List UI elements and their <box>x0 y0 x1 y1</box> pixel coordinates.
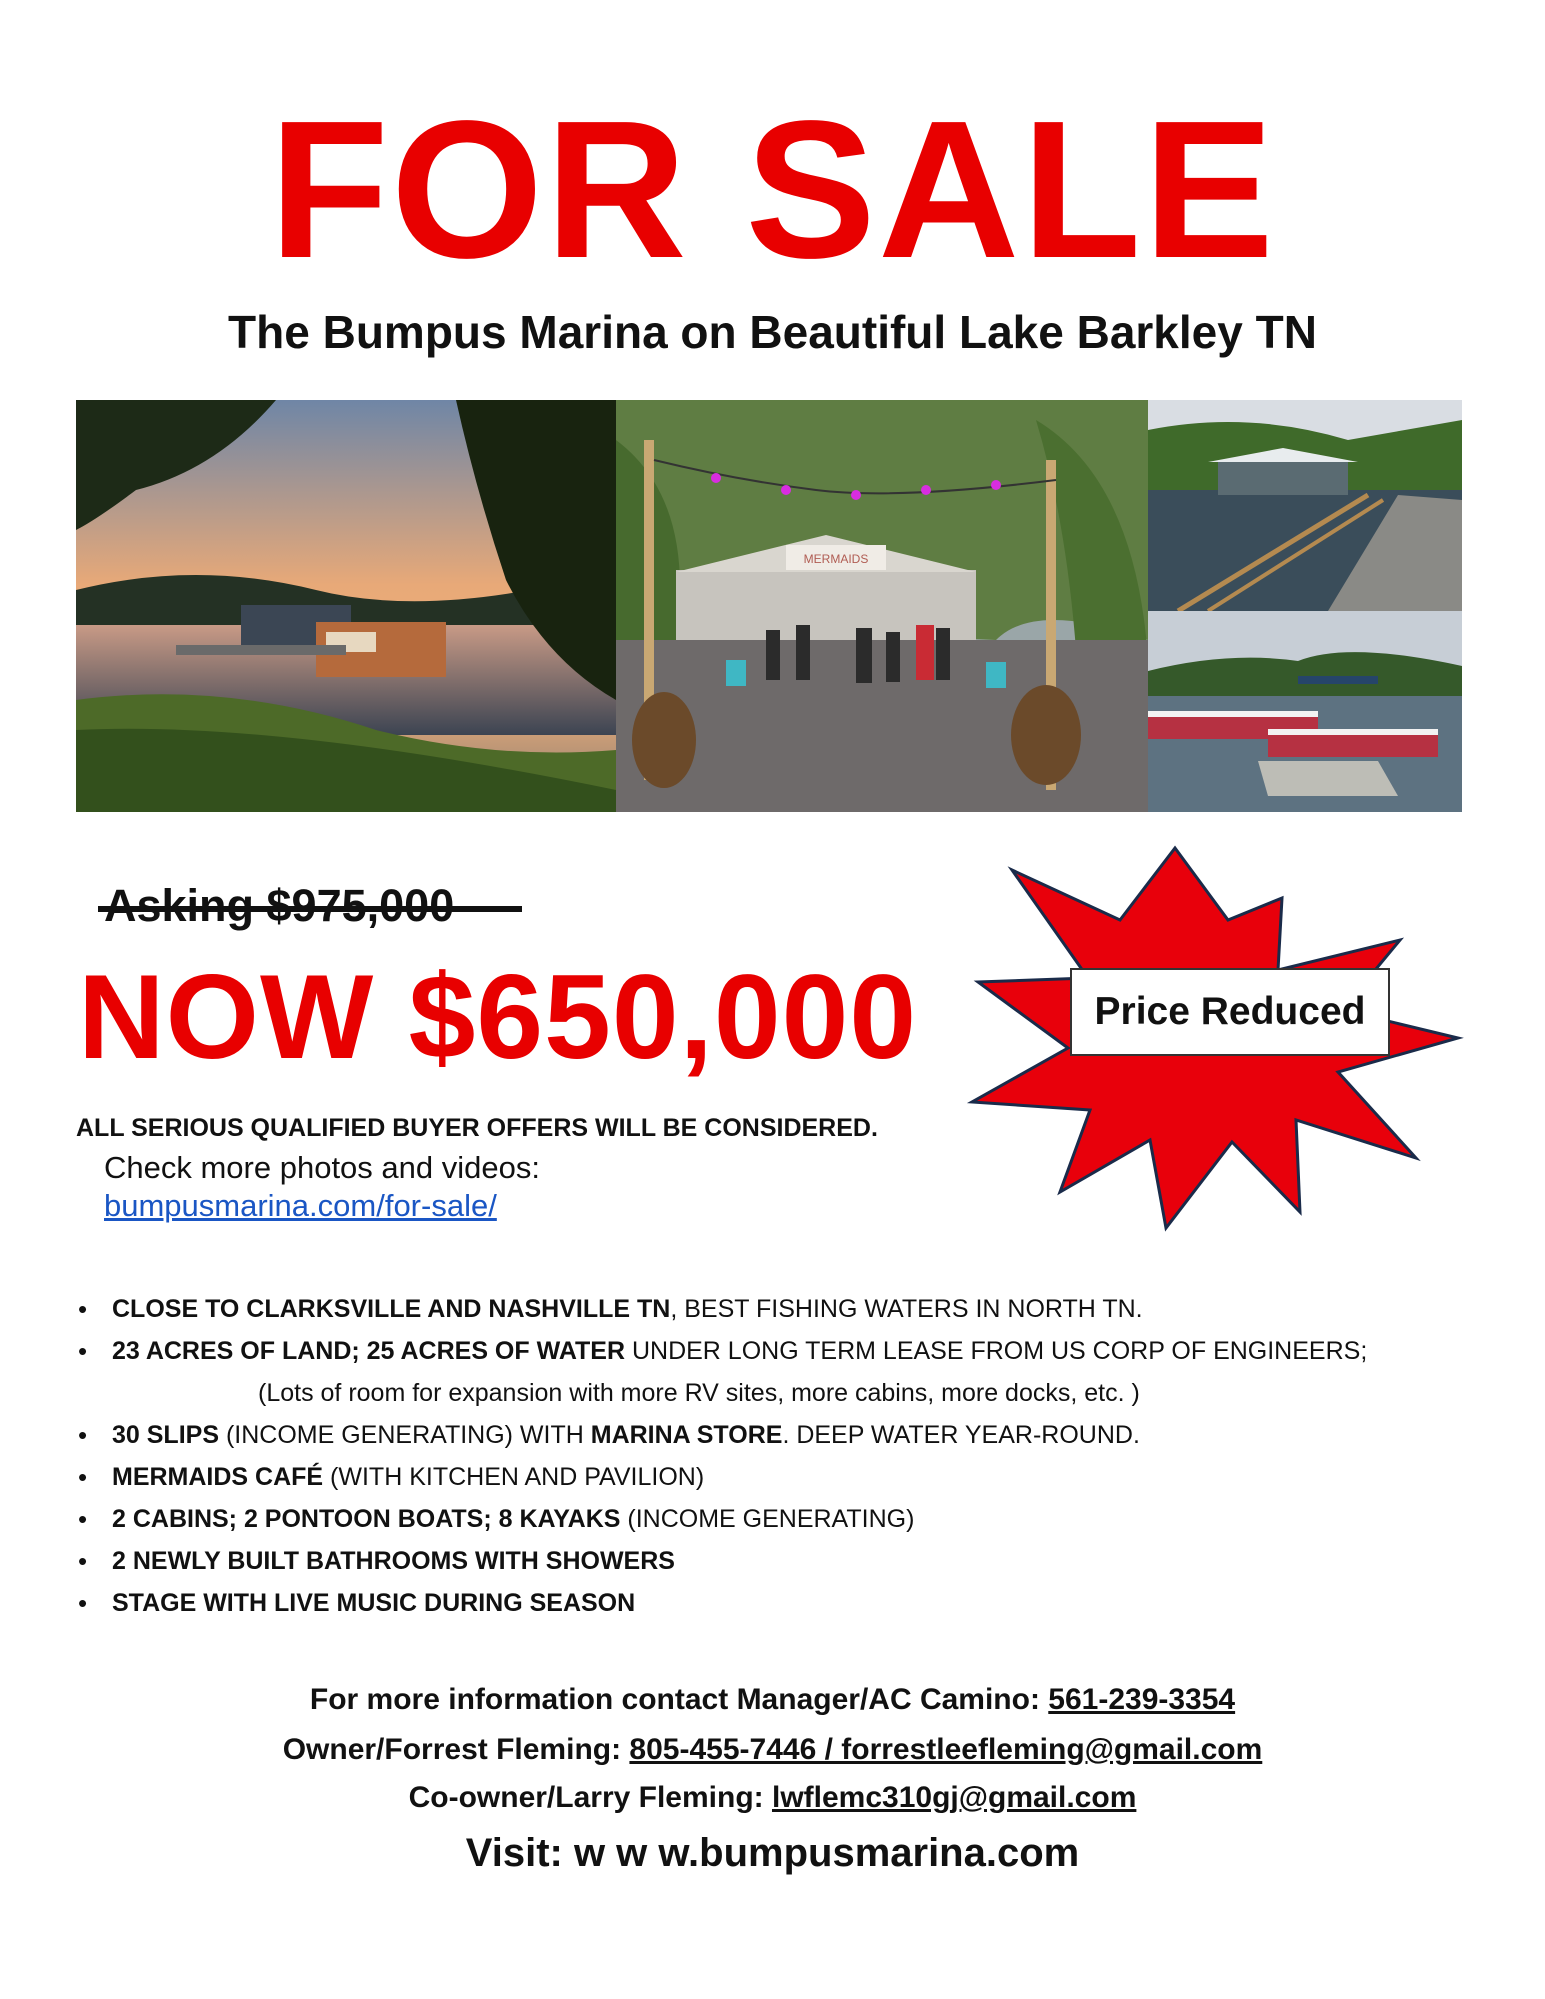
feature-item: • 23 ACRES OF LAND; 25 ACRES OF WATER UNDER LONG TERM LEASE FROM US CORP OF ENGINEERS; <box>78 1330 1498 1372</box>
offers-note: ALL SERIOUS QUALIFIED BUYER OFFERS WILL BE CONSIDERED. <box>76 1114 878 1142</box>
pontoon-photo <box>1148 611 1462 812</box>
feature-item: • 2 CABINS; 2 PONTOON BOATS; 8 KAYAKS (INCOME GENERATING) <box>78 1498 1498 1540</box>
coowner-email[interactable]: lwflemc310gj@gmail.com <box>771 1781 1137 1814</box>
new-price: NOW $650,000 <box>78 950 918 1084</box>
feature-item: • 2 NEWLY BUILT BATHROOMS WITH SHOWERS <box>78 1540 1498 1582</box>
manager-contact: For more information contact Manager/AC Camino: 561-239-3354 <box>309 1683 1236 1716</box>
pavilion-photo <box>616 400 1148 812</box>
owner-contact: Owner/Forrest Fleming: 805-455-7446 / forrestleefleming@gmail.com <box>282 1733 1263 1766</box>
owner-phone-email[interactable]: 805-455-7446 / forrestleefleming@gmail.com <box>629 1733 1263 1766</box>
feature-item: • 30 SLIPS (INCOME GENERATING) WITH MARINA STORE. DEEP WATER YEAR-ROUND. <box>78 1414 1498 1456</box>
feature-item: • CLOSE TO CLARKSVILLE AND NASHVILLE TN, BEST FISHING WATERS IN NORTH TN. <box>78 1288 1498 1330</box>
bullet-icon: • <box>78 1588 88 1618</box>
price-reduced-badge: Price Reduced <box>1070 968 1390 1056</box>
feature-note: (Lots of room for expansion with more RV sites, more cabins, more docks, etc. ) <box>258 1379 1140 1407</box>
website-visit[interactable]: Visit: w w w.bumpusmarina.com <box>465 1831 1080 1875</box>
bullet-icon: • <box>78 1336 88 1366</box>
photos-prompt: Check more photos and videos: <box>104 1150 540 1185</box>
bullet-icon: • <box>78 1462 88 1492</box>
feature-item: • STAGE WITH LIVE MUSIC DURING SEASON <box>78 1582 1498 1624</box>
bullet-icon: • <box>78 1294 88 1324</box>
bullet-icon: • <box>78 1504 88 1534</box>
subtitle: The Bumpus Marina on Beautiful Lake Barkley TN <box>228 306 1317 358</box>
manager-phone[interactable]: 561-239-3354 <box>1048 1683 1236 1716</box>
features-list <box>78 1288 1498 1624</box>
bullet-icon: • <box>78 1420 88 1450</box>
strikethrough-line <box>98 906 522 912</box>
feature-item: • MERMAIDS CAFÉ (WITH KITCHEN AND PAVILION) <box>78 1456 1498 1498</box>
cafe-sign-text: MERMAIDS <box>803 552 869 566</box>
bullet-icon: • <box>78 1546 88 1576</box>
headline: FOR SALE <box>269 80 1276 299</box>
for-sale-link[interactable]: bumpusmarina.com/for-sale/ <box>104 1188 497 1223</box>
sunset-marina-photo <box>76 400 616 812</box>
coowner-contact: Co-owner/Larry Fleming: lwflemc310gj@gmail.com <box>408 1781 1137 1814</box>
dock-photo <box>1148 400 1462 611</box>
